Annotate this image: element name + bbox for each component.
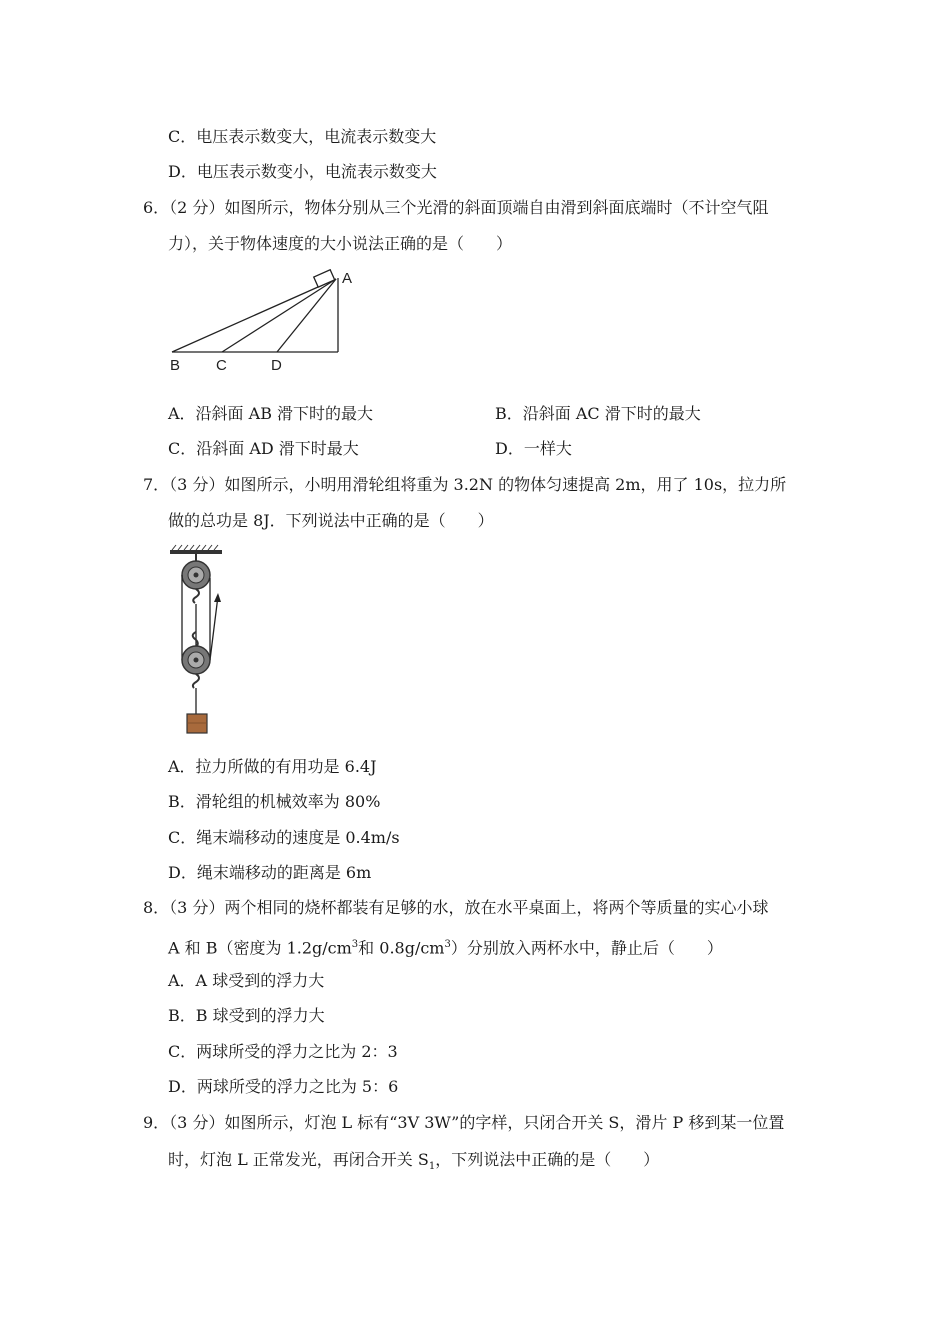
q9-stem-part1: 时，灯泡 L 正常发光，再闭合开关 S: [168, 1150, 429, 1169]
q9-stem-part2: ，下列说法中正确的是（ ）: [435, 1150, 660, 1169]
q6-stem-line2: 力），关于物体速度的大小说法正确的是（ ）: [168, 234, 513, 253]
q7-stem-line1: 7．（3 分）如图所示，小明用滑轮组将重为 3.2N 的物体匀速提高 2m，用了 10s，拉力所: [143, 475, 787, 494]
ceiling: [170, 550, 222, 554]
q8-superscript1: 3: [351, 939, 359, 950]
q8-stem-part3: ）分别放入两杯水中，静止后（ ）: [450, 938, 723, 958]
q6-stem-line1: 6．（2 分）如图所示，物体分别从三个光滑的斜面顶端自由滑到斜面底端时（不计空气阻: [143, 198, 769, 217]
q9-stem-line2: [168, 1150, 659, 1177]
fixed-pulley: [182, 561, 210, 589]
q8-stem-part1: A 和 B（密度为 1.2g/cm: [168, 938, 352, 958]
q9-stem-line1: 9．（3 分）如图所示，灯泡 L 标有“3V 3W”的字样，只闭合开关 S，滑片 P 移到某一位置: [143, 1113, 785, 1132]
incline-ab: [172, 279, 336, 352]
q8-option-a: A．A 球受到的浮力大: [168, 971, 325, 990]
pull-arrow: [214, 593, 221, 602]
q6-option-b: B．沿斜面 AC 滑下时的最大: [495, 404, 701, 423]
q7-option-a: A．拉力所做的有用功是 6.4J: [168, 757, 377, 776]
label-c: C: [216, 357, 227, 374]
weight-block: [187, 714, 207, 733]
q8-option-d: D．两球所受的浮力之比为 5：6: [168, 1077, 399, 1096]
q8-stem-line1: 8．（3 分）两个相同的烧杯都装有足够的水，放在水平桌面上，将两个等质量的实心小球: [143, 898, 769, 917]
q6-option-a: A．沿斜面 AB 滑下时的最大: [168, 404, 374, 423]
q6-option-d: D．一样大: [495, 439, 572, 458]
label-a: A: [342, 270, 353, 287]
q9-subscript: 1: [428, 1161, 436, 1173]
q5-option-c: C．电压表示数变大，电流表示数变大: [168, 127, 437, 146]
incline-ac: [222, 279, 336, 352]
q8-superscript2: 3: [444, 939, 451, 950]
q7-option-d: D．绳末端移动的距离是 6m: [168, 863, 372, 882]
q5-option-d: D．电压表示数变小，电流表示数变大: [168, 162, 437, 181]
incline-ad: [277, 279, 336, 352]
q8-stem-part2: 和 0.8g/cm: [358, 938, 445, 958]
q8-stem-line2: [168, 935, 723, 958]
q6-incline-figure: [165, 266, 365, 378]
q7-option-c: C．绳末端移动的速度是 0.4m/s: [168, 828, 400, 847]
q7-option-b: B．滑轮组的机械效率为 80%: [168, 792, 381, 811]
label-d: D: [271, 357, 282, 374]
q8-option-b: B．B 球受到的浮力大: [168, 1006, 325, 1025]
q6-option-c: C．沿斜面 AD 滑下时最大: [168, 439, 359, 458]
q7-pulley-figure: [166, 544, 236, 738]
movable-pulley: [182, 646, 210, 674]
q8-option-c: C．两球所受的浮力之比为 2：3: [168, 1042, 398, 1061]
q7-stem-line2: 做的总功是 8J．下列说法中正确的是（ ）: [168, 511, 494, 530]
label-b: B: [170, 357, 181, 374]
